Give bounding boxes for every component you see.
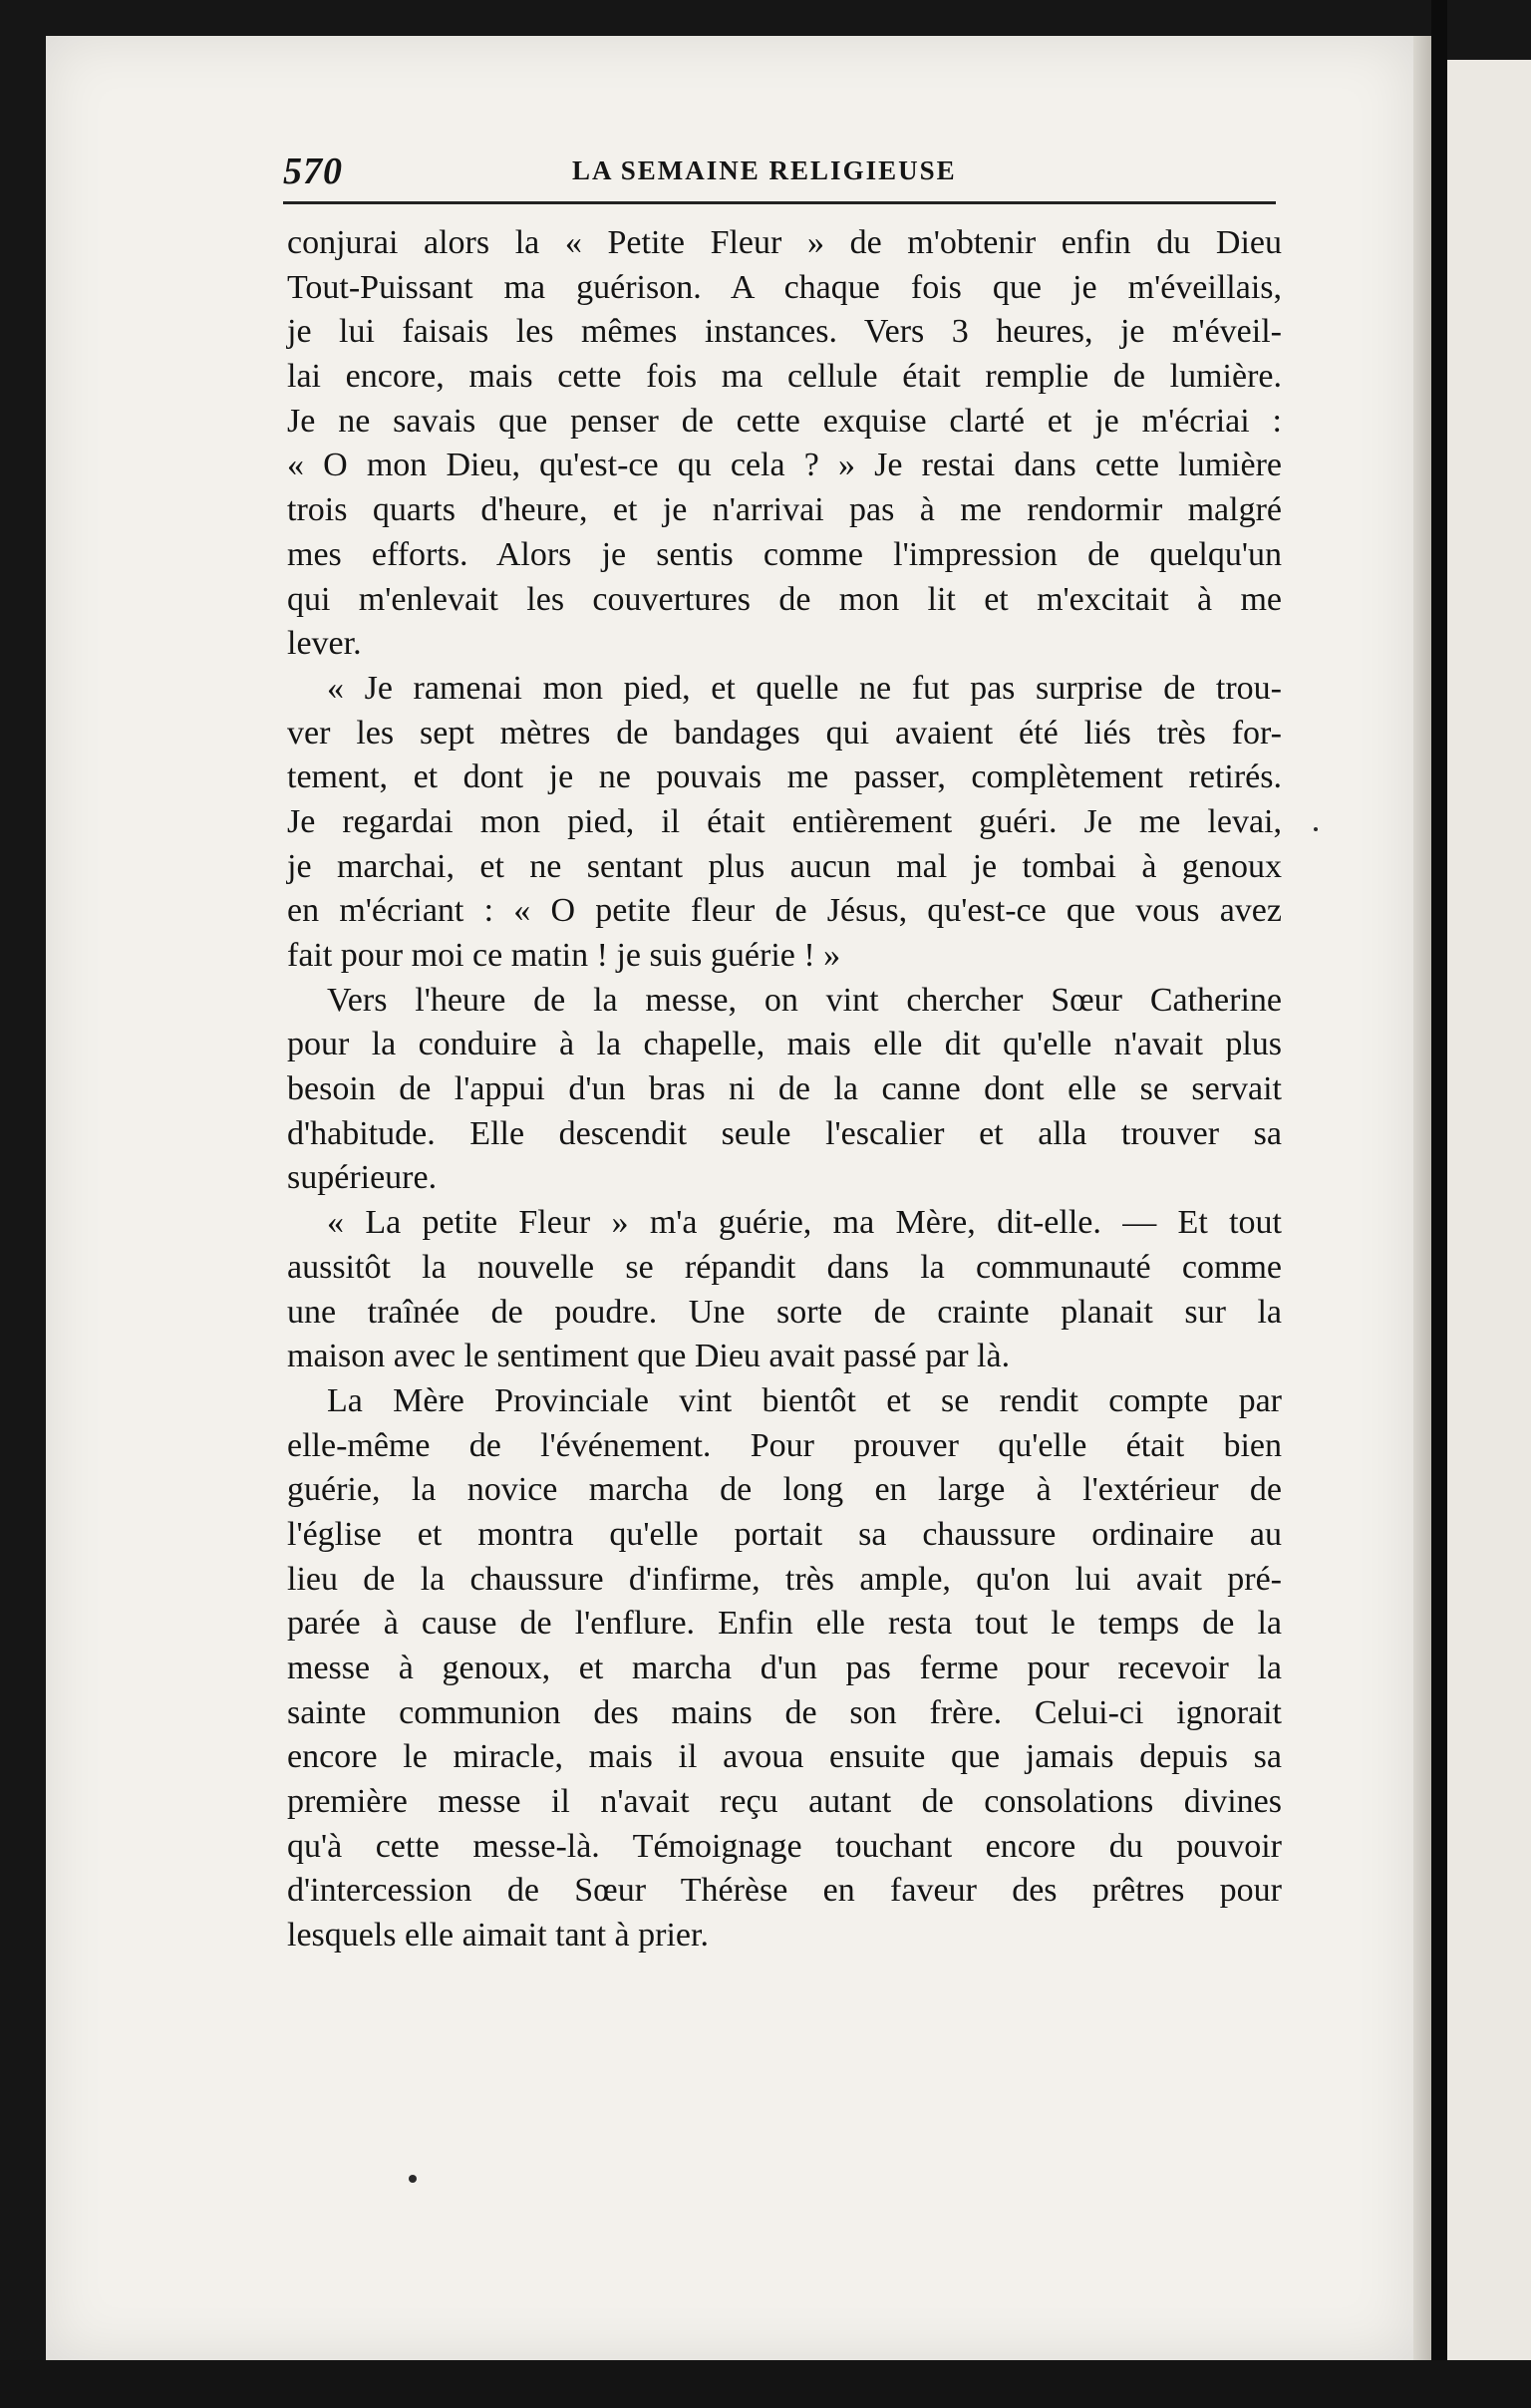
body-text [287,221,1282,1958]
text-line: ver les sept mètres de bandages qui avaient été liés très for- [287,714,1282,752]
text-line: messe à genoux, et marcha d'un pas ferme pour recevoir la [287,1650,1282,1686]
text-line: guérie, la novice marcha de long en large à l'extérieur de [287,1471,1282,1509]
text-line: une traînée de poudre. Une sorte de crainte planait sur la [287,1293,1282,1331]
text-line: pour la conduire à la chapelle, mais elle dit qu'elle n'avait plus [287,1026,1282,1063]
text-line: qu'à cette messe-là. Témoignage touchant encore du pouvoir [287,1827,1282,1865]
text-line: je marchai, et ne sentant plus aucun mal je tombai à genoux [287,847,1282,885]
text-line: mes efforts. Alors je sentis comme l'impression de quelqu'un [287,535,1282,573]
text-line: qui m'enlevait les couvertures de mon lit et m'excitait à me [287,580,1282,618]
text-line: l'église et montra qu'elle portait sa chaussure ordinaire au [287,1515,1282,1553]
text-line: tement, et dont je ne pouvais me passer, complètement retirés. [287,758,1282,796]
print-speck [1314,827,1318,831]
text-line: fait pour moi ce matin ! je suis guérie ! » [287,937,841,974]
text-line: besoin de l'appui d'un bras ni de la canne dont elle se servait [287,1070,1282,1108]
header-rule [283,201,1276,204]
print-speck [409,2175,417,2183]
text-line: encore le miracle, mais il avoua ensuite que jamais depuis sa [287,1738,1282,1776]
text-line: maison avec le sentiment que Dieu avait passé par là. [287,1338,1011,1375]
text-line: lesquels elle aimait tant à prier. [287,1917,709,1955]
text-line: en m'écriant : « O petite fleur de Jésus, qu'est-ce que vous avez [287,892,1282,930]
text-line: lieu de la chaussure d'infirme, très ample, qu'on lui avait pré- [287,1560,1282,1598]
facing-page-edge [1447,60,1531,2362]
text-line: trois quarts d'heure, et je n'arrivai pas à me rendormir malgré [287,491,1282,529]
text-line: elle-même de l'événement. Pour prouver qu'elle était bien [287,1426,1282,1464]
text-line: aussitôt la nouvelle se répandit dans la communauté comme [287,1248,1282,1286]
text-line: Tout-Puissant ma guérison. A chaque fois que je m'éveillais, [287,268,1282,306]
text-line: je lui faisais les mêmes instances. Vers 3 heures, je m'éveil- [287,313,1282,351]
journal-title: LA SEMAINE RELIGIEUSE [572,155,957,185]
text-line: Je regardai mon pied, il était entièrement guéri. Je me levai, [287,802,1282,840]
page-edge-shadow [1413,36,1431,2360]
book-binding-gutter [1431,0,1447,2408]
text-line: « O mon Dieu, qu'est-ce qu cela ? » Je restai dans cette lumière [287,447,1282,484]
text-line: d'intercession de Sœur Thérèse en faveur des prêtres pour [287,1872,1282,1910]
text-line: « Je ramenai mon pied, et quelle ne fut pas surprise de trou- [327,669,1282,707]
text-line: conjurai alors la « Petite Fleur » de m'obtenir enfin du Dieu [287,224,1282,261]
text-line: parée à cause de l'enflure. Enfin elle resta tout le temps de la [287,1605,1282,1643]
text-line: « La petite Fleur » m'a guérie, ma Mère, dit-elle. — Et tout [327,1204,1282,1242]
text-line: supérieure. [287,1159,438,1197]
text-line: d'habitude. Elle descendit seule l'escalier et alla trouver sa [287,1114,1282,1152]
text-line: La Mère Provinciale vint bientôt et se rendit compte par [327,1381,1282,1419]
text-line: Vers l'heure de la messe, on vint chercher Sœur Catherine [327,981,1282,1019]
page-number: 570 [283,150,343,192]
text-line: lever. [287,625,362,663]
text-line: Je ne savais que penser de cette exquise clarté et je m'écriai : [287,402,1282,440]
text-line: première messe il n'avait reçu autant de consolations divines [287,1783,1282,1821]
text-line: sainte communion des mains de son frère. Celui-ci ignorait [287,1693,1282,1731]
running-head [283,150,1276,193]
scanner-background [0,2360,1531,2408]
text-line: lai encore, mais cette fois ma cellule était remplie de lumière. [287,358,1282,396]
